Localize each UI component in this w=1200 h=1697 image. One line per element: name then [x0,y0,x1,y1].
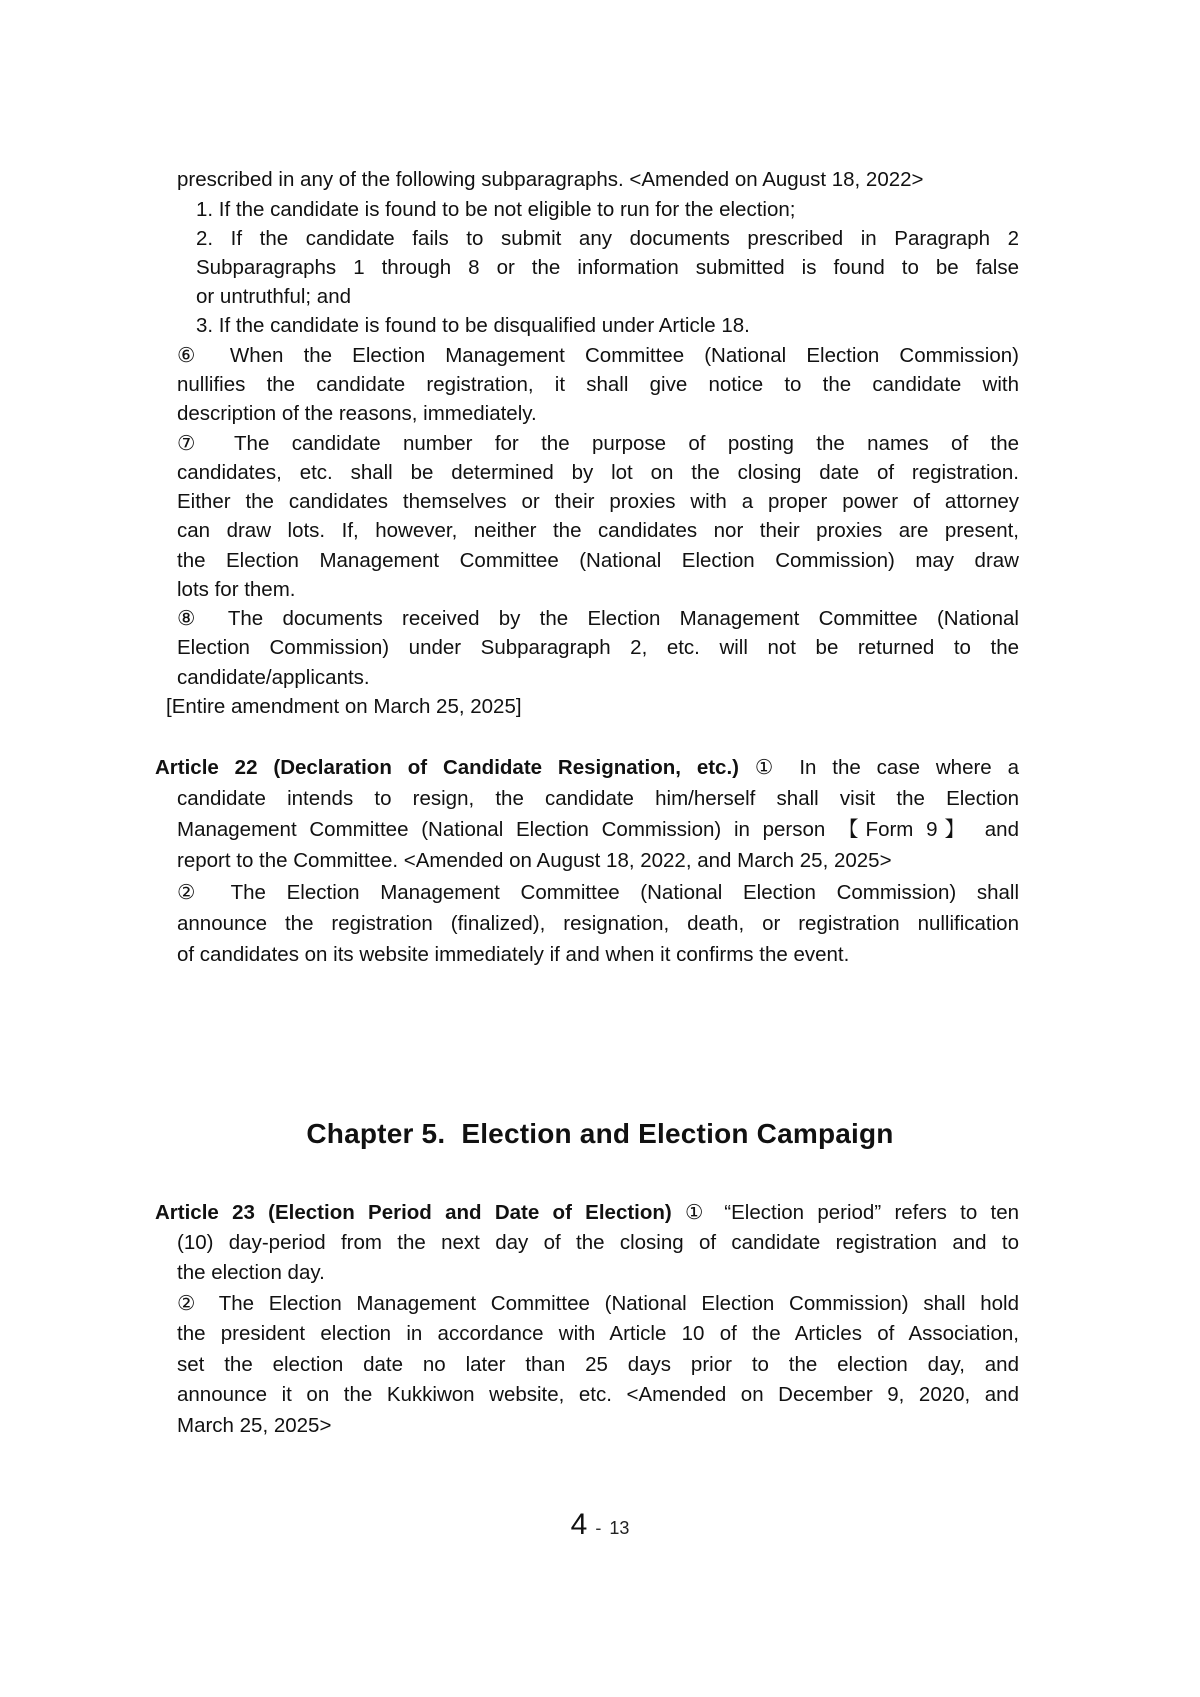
text-line: Election Commission) under Subparagraph 2, etc. will not be returned to the [177,636,1019,659]
text-line: or untruthful; and [196,285,351,308]
article-22-first-line [155,752,1019,784]
text-line: set the election date no later than 25 days prior to the election day, and [177,1353,1019,1376]
paragraph-2: ② The Election Management Committee (National Election Commission) shall hold [177,1292,1019,1315]
subparagraph-3: 3. If the candidate is found to be disqualified under Article 18. [196,314,750,337]
article-23-first-line [155,1197,1019,1229]
paragraph-6: ⑥ When the Election Management Committee (National Election Commission) [177,344,1019,367]
chapter-number: Chapter 5. [306,1118,446,1149]
text-line: of candidates on its website immediately if and when it confirms the event. [177,943,850,966]
text-line: the Election Management Committee (National Election Commission) may draw [177,549,1019,572]
text-line: report to the Committee. <Amended on August 18, 2022, and March 25, 2025> [177,849,892,872]
chapter-page-number: 4 [570,1508,588,1541]
page-number [0,1508,1200,1542]
text-line: nullifies the candidate registration, it shall give notice to the candidate with [177,373,1019,396]
text-line: the election day. [177,1261,325,1284]
text-line: Either the candidates themselves or their proxies with a proper power of attorney [177,490,1019,513]
paragraph-7: ⑦ The candidate number for the purpose of posting the names of the [177,432,1019,455]
paragraph-8: ⑧ The documents received by the Election Management Committee (National [177,607,1019,630]
text-line: the president election in accordance with Article 10 of the Articles of Association, [177,1322,1019,1345]
subparagraph-1: 1. If the candidate is found to be not eligible to run for the election; [196,198,796,221]
paragraph-1-start: ① In the case where a [754,756,1019,779]
text-line: prescribed in any of the following subparagraphs. <Amended on August 18, 2022> [177,168,924,191]
text-line: candidate/applicants. [177,666,370,689]
article-heading: Article 23 (Election Period and Date of Election) [155,1201,672,1224]
text-line: Management Committee (National Election Commission) in person 【Form 9】 and [177,818,1019,841]
chapter-title: Election and Election Campaign [461,1118,894,1149]
page-separator: - [595,1518,602,1538]
paragraph-2: ② The Election Management Committee (National Election Commission) shall [177,881,1019,904]
subparagraph-2: 2. If the candidate fails to submit any documents prescribed in Paragraph 2 [196,227,1019,250]
chapter-heading [0,1118,1200,1150]
text-line: announce it on the Kukkiwon website, etc. <Amended on December 9, 2020, and [177,1383,1019,1406]
text-line: Subparagraphs 1 through 8 or the information submitted is found to be false [196,256,1019,279]
text-line: announce the registration (finalized), resignation, death, or registration nullification [177,912,1019,935]
amendment-note: [Entire amendment on March 25, 2025] [166,695,522,718]
text-line: lots for them. [177,578,296,601]
paragraph-1-start: ① “Election period” refers to ten [685,1201,1020,1224]
page-index: 13 [609,1518,630,1538]
article-heading: Article 22 (Declaration of Candidate Resignation, etc.) [155,756,739,779]
text-line: (10) day-period from the next day of the closing of candidate registration and to [177,1231,1019,1254]
text-line: March 25, 2025> [177,1414,332,1437]
text-line: description of the reasons, immediately. [177,402,537,425]
text-line: candidates, etc. shall be determined by lot on the closing date of registration. [177,461,1019,484]
text-line: can draw lots. If, however, neither the candidates nor their proxies are present, [177,519,1019,542]
text-line: candidate intends to resign, the candidate him/herself shall visit the Election [177,787,1019,810]
